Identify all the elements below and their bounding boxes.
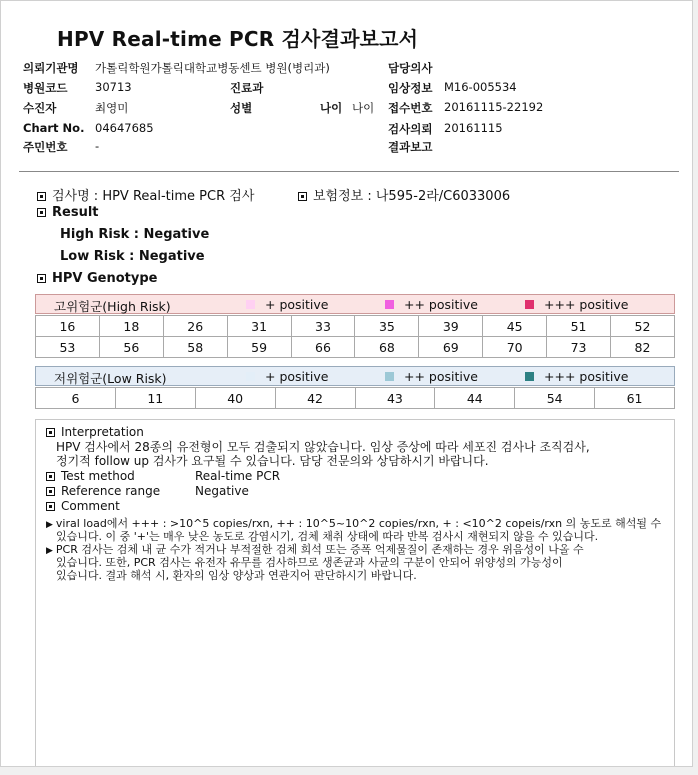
low-risk-title: 저위험군(Low Risk) — [54, 371, 167, 386]
bullet-square-icon — [37, 274, 46, 283]
bullet-square-icon — [37, 208, 46, 217]
high-risk-result — [60, 227, 209, 242]
hospital-code-value: 30713 — [95, 80, 132, 94]
high-legend-plusplusplus: +++ positive — [525, 297, 628, 312]
result-heading — [37, 205, 99, 220]
genotype-cell: 53 — [36, 337, 100, 358]
low-legend-plusplus: ++ positive — [385, 369, 478, 384]
high-risk-genotype-table — [35, 315, 675, 358]
plusplus-swatch-icon — [385, 300, 394, 309]
table-row — [36, 388, 675, 409]
report-label: 결과보고 — [388, 140, 433, 154]
low-legend-plus: + positive — [246, 369, 328, 384]
plusplusplus-swatch-icon — [525, 300, 534, 309]
genotype-cell: 42 — [275, 388, 355, 409]
genotype-cell: 6 — [36, 388, 116, 409]
result-label: Result — [52, 205, 99, 220]
low-legend-plusplusplus: +++ positive — [525, 369, 628, 384]
comment-1-line-1: ▶ viral load에서 +++ : >10^5 copies/rxn, ++ : 10^5~10^2 copies/rxn, + : <10^2 copeis/rxn 의 농도로 해석될 수 — [46, 517, 662, 530]
bullet-square-icon — [37, 192, 46, 201]
genotype-cell: 56 — [99, 337, 163, 358]
genotype-cell: 44 — [435, 388, 515, 409]
sex-label: 성별 — [230, 101, 253, 115]
interpretation-text-1: HPV 검사에서 28종의 유전형이 모두 검출되지 않았습니다. 임상 증상에 따라 세포진 검사나 조직검사, — [56, 440, 590, 454]
genotype-cell: 54 — [515, 388, 595, 409]
genotype-cell: 82 — [611, 337, 675, 358]
receipt-value: 20161115-22192 — [444, 100, 544, 114]
test-method-label: Test method — [61, 469, 135, 483]
age-value: 나이 — [352, 101, 375, 115]
comment-1-line-2: 있습니다. 이 중 '+'는 매우 낮은 농도로 감염시기, 검체 채취 상태에 따라 반복 검사시 재현되지 않을 수 있습니다. — [56, 530, 599, 543]
institution-value: 가톨릭학원가톨릭대학교병동센트 병원(병리과) — [95, 61, 330, 75]
test-method-row — [46, 470, 135, 483]
chart-value: 04647685 — [95, 121, 154, 135]
genotype-cell: 11 — [115, 388, 195, 409]
patient-value: 최영미 — [95, 101, 129, 115]
bullet-square-icon — [46, 472, 55, 481]
bullet-square-icon — [46, 502, 55, 511]
genotype-cell: 45 — [483, 316, 547, 337]
comment-box — [35, 419, 675, 767]
genotype-cell: 39 — [419, 316, 483, 337]
id-label: 주민번호 — [23, 140, 68, 154]
hospital-code-label: 병원코드 — [23, 81, 68, 95]
genotype-cell: 18 — [99, 316, 163, 337]
high-legend-plus: + positive — [246, 297, 328, 312]
low-risk-value: Negative — [138, 249, 205, 264]
genotype-cell: 68 — [355, 337, 419, 358]
comment-2-line-1: ▶ PCR 검사는 검체 내 균 수가 적거나 부적절한 검체 희석 또는 증폭 억제물질이 존재하는 경우 위음성이 나올 수 — [46, 543, 584, 556]
exam-name-row — [37, 185, 254, 204]
genotype-cell: 61 — [595, 388, 675, 409]
high-risk-label: High Risk : — [60, 227, 139, 242]
interpretation-text-2: 정기적 follow up 검사가 요구될 수 있습니다. 담당 전문의와 상담하시기 바랍니다. — [56, 454, 489, 468]
interpretation-label: Interpretation — [61, 425, 144, 439]
exam-name: 검사명 : HPV Real-time PCR 검사 — [52, 189, 255, 204]
genotype-cell: 43 — [355, 388, 435, 409]
id-value: - — [95, 139, 100, 153]
genotype-label: HPV Genotype — [52, 271, 158, 286]
high-risk-legend-bar — [35, 294, 675, 314]
high-risk-title: 고위험군(High Risk) — [54, 299, 171, 314]
plusplusplus-swatch-icon — [525, 372, 534, 381]
reference-range-label: Reference range — [61, 484, 161, 498]
genotype-cell: 31 — [227, 316, 291, 337]
receipt-label: 접수번호 — [388, 101, 433, 115]
genotype-cell: 66 — [291, 337, 355, 358]
low-risk-result — [60, 249, 205, 264]
report-title: HPV Real-time PCR 검사결과보고서 — [57, 27, 419, 51]
triangle-bullet-icon: ▶ — [46, 520, 53, 530]
comment-label: Comment — [61, 499, 120, 513]
genotype-cell: 26 — [163, 316, 227, 337]
high-risk-value: Negative — [143, 227, 210, 242]
genotype-heading — [37, 271, 157, 286]
header-divider — [19, 171, 679, 172]
clinical-info-value: M16-005534 — [444, 80, 517, 94]
genotype-cell: 33 — [291, 316, 355, 337]
request-label: 검사의뢰 — [388, 122, 433, 136]
genotype-cell: 51 — [547, 316, 611, 337]
bullet-square-icon — [46, 428, 55, 437]
request-value: 20161115 — [444, 121, 503, 135]
institution-label: 의뢰기관명 — [23, 61, 79, 75]
genotype-cell: 73 — [547, 337, 611, 358]
genotype-cell: 40 — [195, 388, 275, 409]
low-risk-genotype-table — [35, 387, 675, 409]
plusplus-swatch-icon — [385, 372, 394, 381]
interpretation-heading — [46, 426, 144, 439]
insurance-info: 보험정보 : 나595-2라/C6033006 — [313, 189, 511, 204]
bullet-square-icon — [46, 487, 55, 496]
low-risk-label: Low Risk : — [60, 249, 135, 264]
comment-2-line-3: 있습니다. 결과 해석 시, 환자의 임상 양상과 연관지어 판단하시기 바랍니다. — [56, 569, 417, 582]
genotype-cell: 52 — [611, 316, 675, 337]
low-risk-legend-bar — [35, 366, 675, 386]
dept-label: 진료과 — [230, 81, 264, 95]
plus-swatch-icon — [246, 300, 255, 309]
insurance-row — [298, 185, 510, 204]
comment-2-line-2: 있습니다. 또한, PCR 검사는 유전자 유무를 검사하므로 생존균과 사균의 구분이 안되어 위양성의 가능성이 — [56, 556, 563, 569]
test-method-value: Real-time PCR — [195, 469, 281, 483]
table-row — [36, 337, 675, 358]
genotype-cell: 69 — [419, 337, 483, 358]
genotype-cell: 70 — [483, 337, 547, 358]
genotype-cell: 35 — [355, 316, 419, 337]
doctor-label: 담당의사 — [388, 61, 433, 75]
chart-label: Chart No. — [23, 121, 85, 135]
reference-range-row — [46, 485, 160, 498]
triangle-bullet-icon: ▶ — [46, 546, 53, 556]
genotype-cell: 59 — [227, 337, 291, 358]
bullet-square-icon — [298, 192, 307, 201]
table-row — [36, 316, 675, 337]
genotype-cell: 58 — [163, 337, 227, 358]
genotype-cell: 16 — [36, 316, 100, 337]
plus-swatch-icon — [246, 372, 255, 381]
clinical-info-label: 임상정보 — [388, 81, 433, 95]
age-label: 나이 — [320, 101, 343, 115]
patient-label: 수진자 — [23, 101, 57, 115]
comment-heading — [46, 500, 120, 513]
reference-range-value: Negative — [195, 484, 249, 498]
high-legend-plusplus: ++ positive — [385, 297, 478, 312]
